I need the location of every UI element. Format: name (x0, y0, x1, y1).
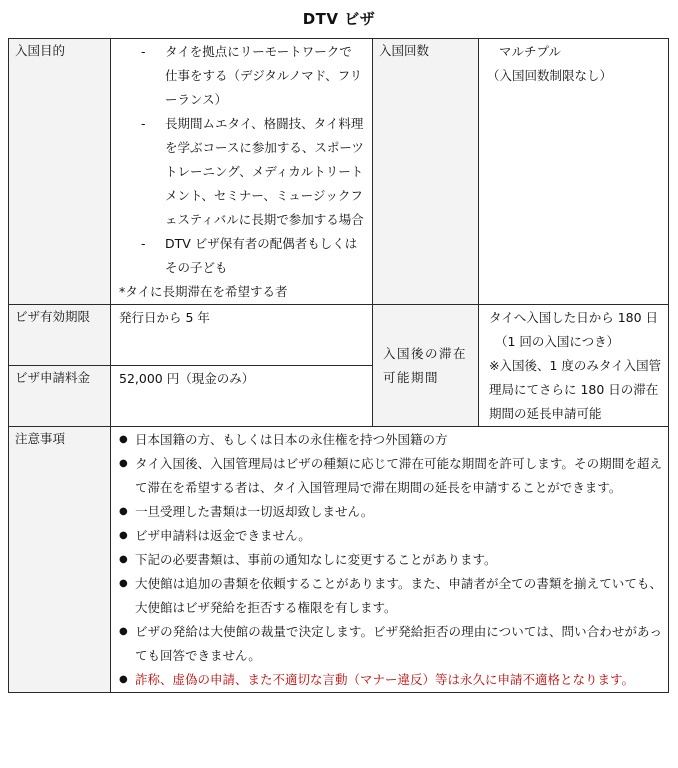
purpose-item-courses: - 長期間ムエタイ、格闘技、タイ料理を学ぶコースに参加する、スポーツトレーニング、メディカルトリートメント、セミナー、ミュージックフェスティバルに長期で参加する場合 (111, 112, 364, 232)
notes-cell (111, 427, 669, 693)
note-item: ● ビザの発給は大使館の裁量で決定します。ビザ発給拒否の理由については、問い合わせがあっても回答できません。 (117, 620, 662, 668)
note-item: ● 大使館は追加の書類を依頼することがあります。また、申請者が全ての書類を揃えていても、大使館はビザ発給を拒否する権限を有します。 (117, 572, 662, 620)
validity-label: ビザ有効期限 (9, 305, 111, 366)
fee-value: 52,000 円（現金のみ） (111, 366, 373, 427)
page-title: DTV ビザ (302, 10, 376, 28)
table-row (9, 427, 669, 693)
note-item: ● 下記の必要書類は、事前の通知なしに変更することがあります。 (117, 548, 662, 572)
validity-value: 発行日から 5 年 (111, 305, 373, 366)
note-warning: ● 詐称、虚偽の申請、また不適切な言動（マナー違反）等は永久に申請不適格となります。 (117, 668, 662, 692)
stay-line-2: （1 回の入国につき） (495, 334, 620, 349)
purpose-label: 入国目的 (9, 39, 111, 305)
notes-label: 注意事項 (9, 427, 111, 693)
entries-value: マルチプル (499, 44, 562, 59)
stay-line-3: ※入国後、1 度のみタイ入国管理局にてさらに 180 日の滞在期間の延長申請可能 (489, 358, 662, 421)
fee-label: ビザ申請料金 (9, 366, 111, 427)
note-item: ● ビザ申請料は返金できません。 (117, 524, 662, 548)
note-item: ● タイ入国後、入国管理局はビザの種類に応じて滞在可能な期間を許可します。その期間を超えて滞在を希望する者は、タイ入国管理局で滞在期間の延長を申請することができます。 (117, 452, 662, 500)
stay-label: 入国後の滞在可能期間 (373, 305, 479, 427)
purpose-list (111, 40, 364, 280)
purpose-cell (111, 39, 373, 305)
entries-cell (479, 39, 669, 305)
purpose-item-remote-work: - タイを拠点にリーモートワークで仕事をする（デジタルノマド、フリーランス） (111, 40, 364, 112)
stay-line-1: タイへ入国した日から 180 日 (489, 310, 659, 325)
visa-info-table (8, 38, 669, 693)
purpose-note: *タイに長期滞在を希望する者 (119, 284, 288, 299)
purpose-item-family: - DTV ビザ保有者の配偶者もしくはその子ども (111, 232, 364, 280)
entries-detail: （入国回数制限なし） (487, 68, 613, 83)
entries-label: 入国回数 (373, 39, 479, 305)
table-row (9, 39, 669, 305)
note-item: ● 日本国籍の方、もしくは日本の永住権を持つ外国籍の方 (117, 428, 662, 452)
note-item: ● 一旦受理した書類は一切返却致しません。 (117, 500, 662, 524)
table-row (9, 305, 669, 366)
stay-cell (479, 305, 669, 427)
